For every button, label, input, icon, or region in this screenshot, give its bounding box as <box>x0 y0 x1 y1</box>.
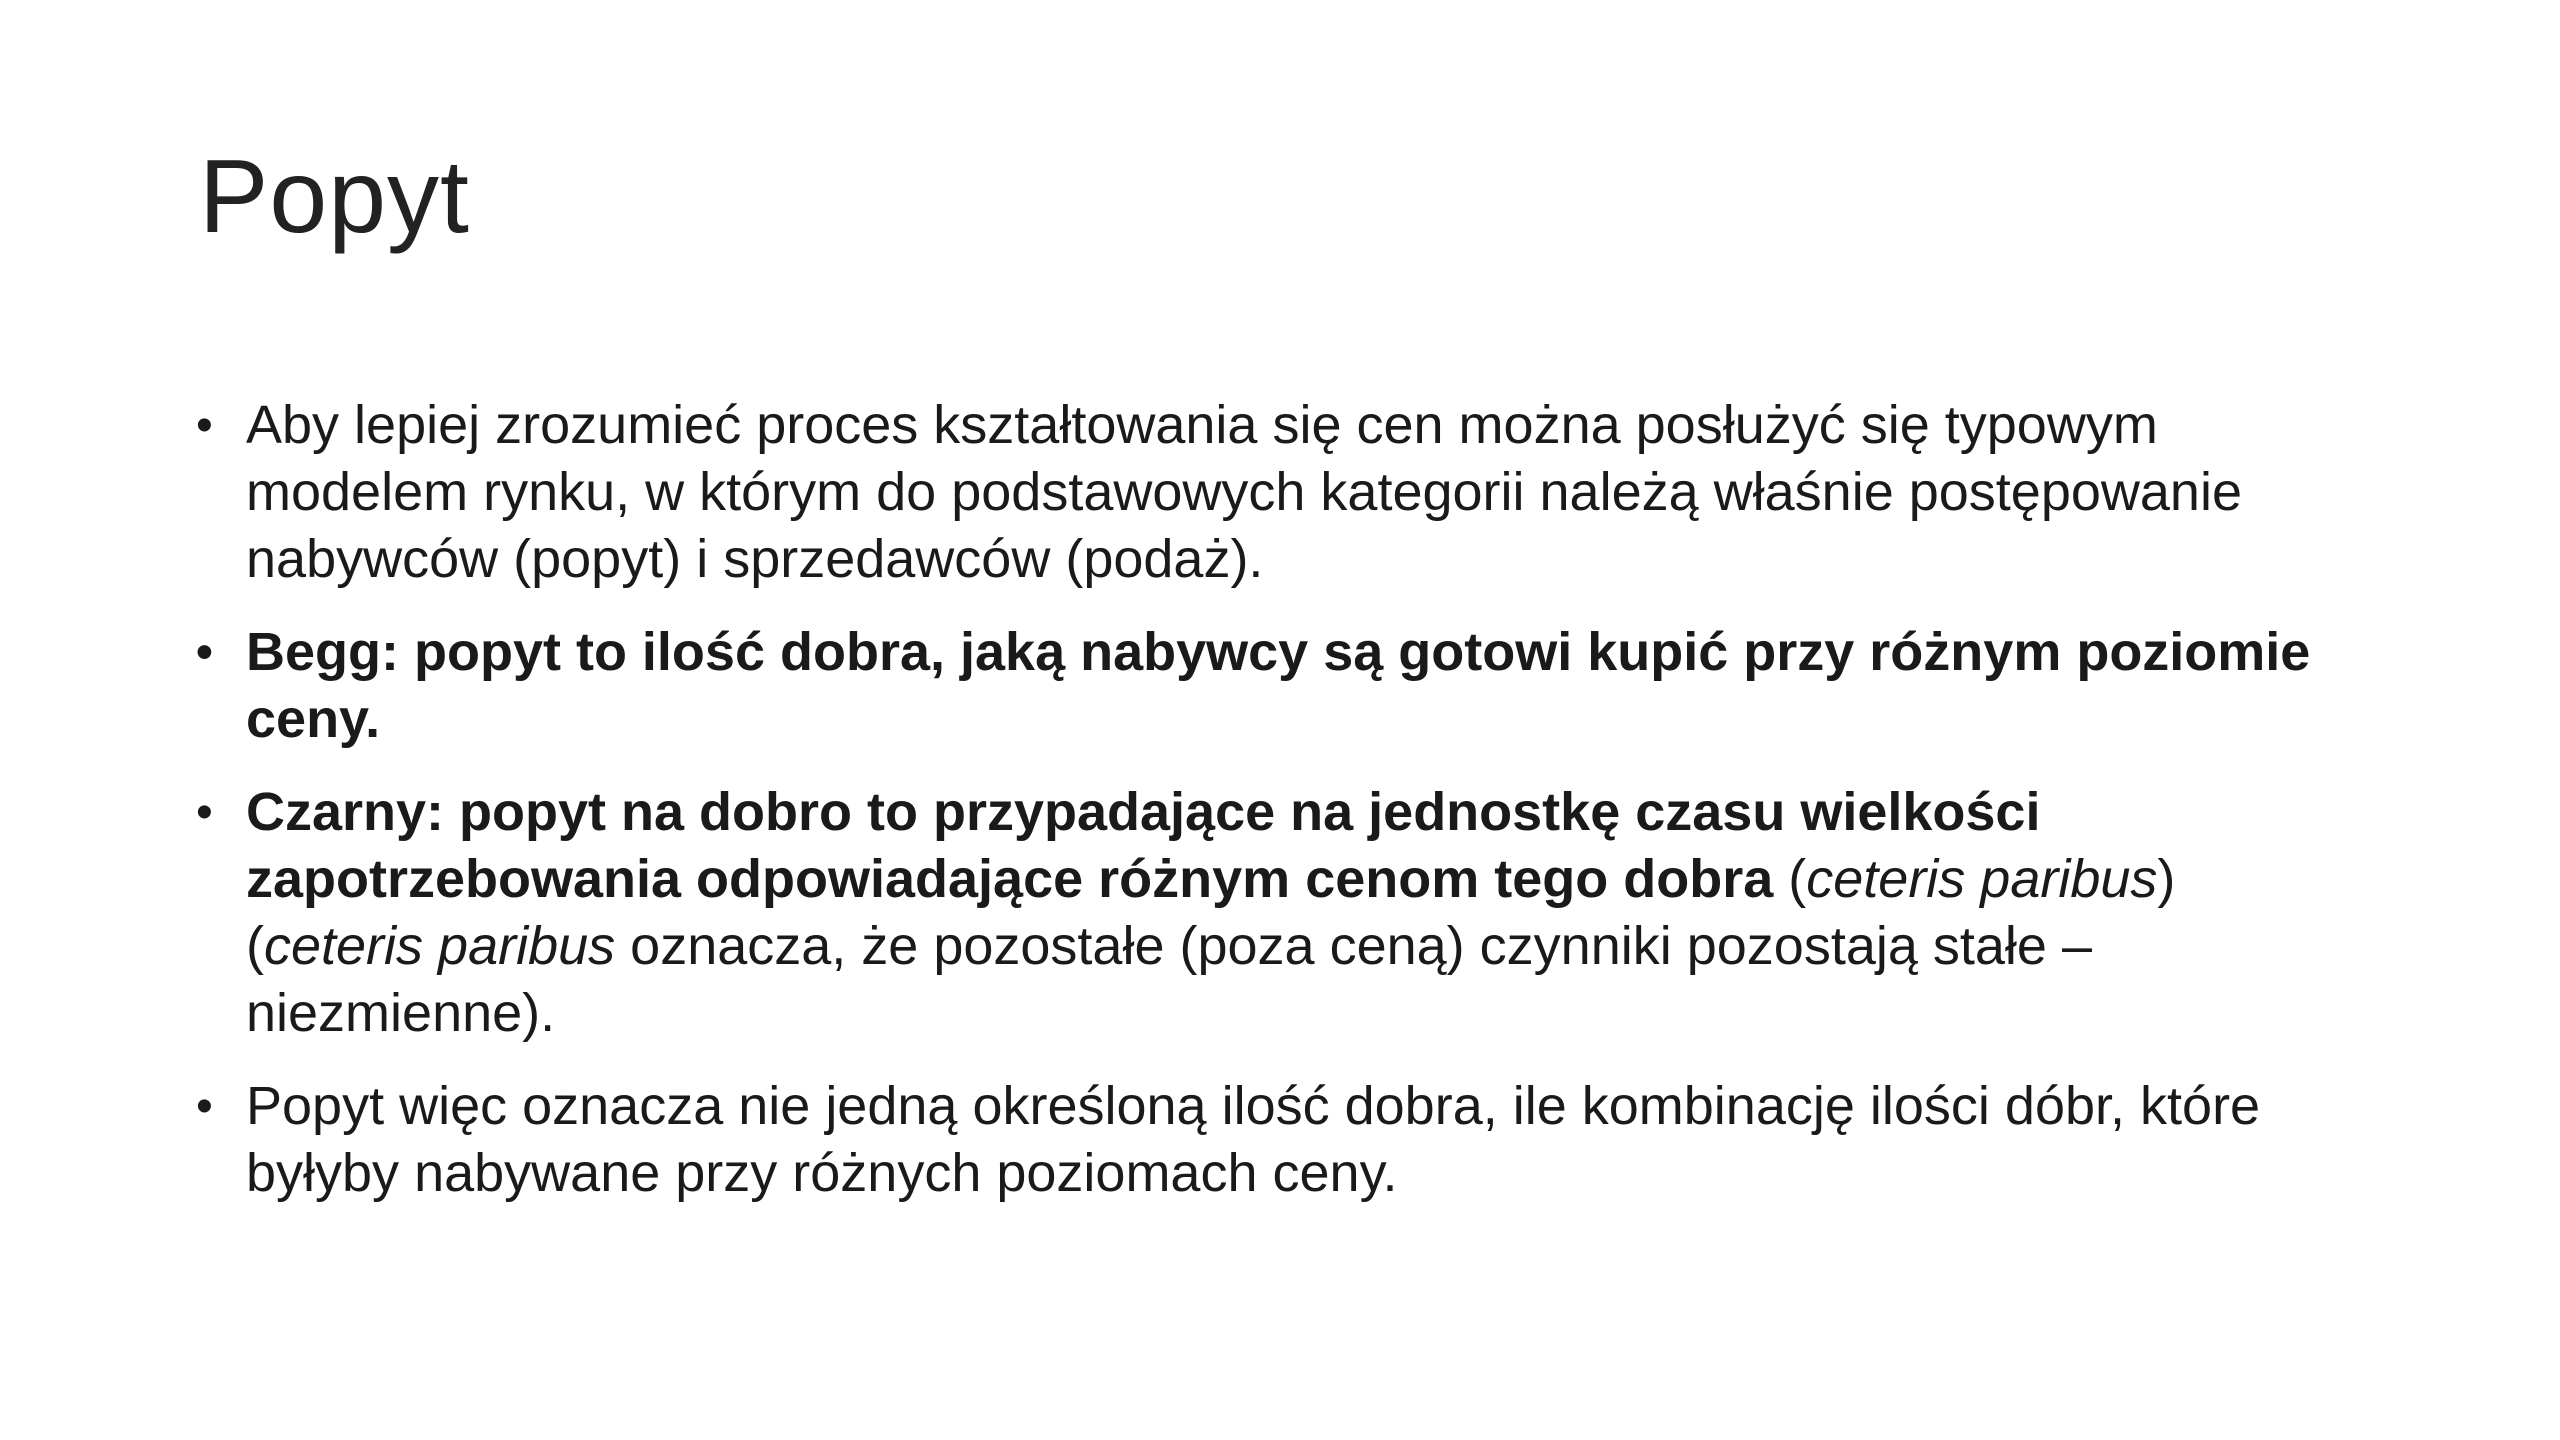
bullet-icon: • <box>196 1080 213 1133</box>
bullet-text: Popyt więc oznacza nie jedną określoną ilość dobra, ile kombinację ilości dóbr, które byłyby nabywane przy różnych poziomach ceny. <box>246 1076 2261 1203</box>
bullet-italic-text: ceteris paribus <box>263 916 616 976</box>
bullet-item-4 <box>190 1073 2350 1207</box>
bullet-italic-text: ceteris paribus <box>1806 849 2158 909</box>
bullet-list <box>190 392 2350 1233</box>
bullet-icon: • <box>196 626 213 679</box>
bullet-icon: • <box>196 786 213 839</box>
bullet-text: Begg: popyt to ilość dobra, jaką nabywcy są gotowi kupić przy różnym poziomie ceny. <box>246 622 2311 749</box>
bullet-text-paren: ( <box>1773 849 1807 909</box>
bullet-text-mid: ) ( <box>246 849 2176 976</box>
bullet-text: Aby lepiej zrozumieć proces kształtowania się cen można posłużyć się typowym modelem rynku, w którym do podstawowych kategorii należą właśnie postępowanie nabywców (popyt) i sprzedawców (podaż). <box>246 395 2242 589</box>
bullet-item-1 <box>190 392 2350 593</box>
bullet-bold-text: Czarny: popyt na dobro to przypadające na jednostkę czasu wielkości zapotrzebowania odpowiadające różnym cenom tego dobra <box>246 782 2041 909</box>
bullet-item-2 <box>190 619 2350 753</box>
bullet-text-rest: oznacza, że pozostałe (poza ceną) czynniki pozostają stałe – niezmienne). <box>246 916 2092 1043</box>
bullet-item-3 <box>190 779 2350 1047</box>
bullet-icon: • <box>196 399 213 452</box>
slide-title: Popyt <box>199 139 470 255</box>
